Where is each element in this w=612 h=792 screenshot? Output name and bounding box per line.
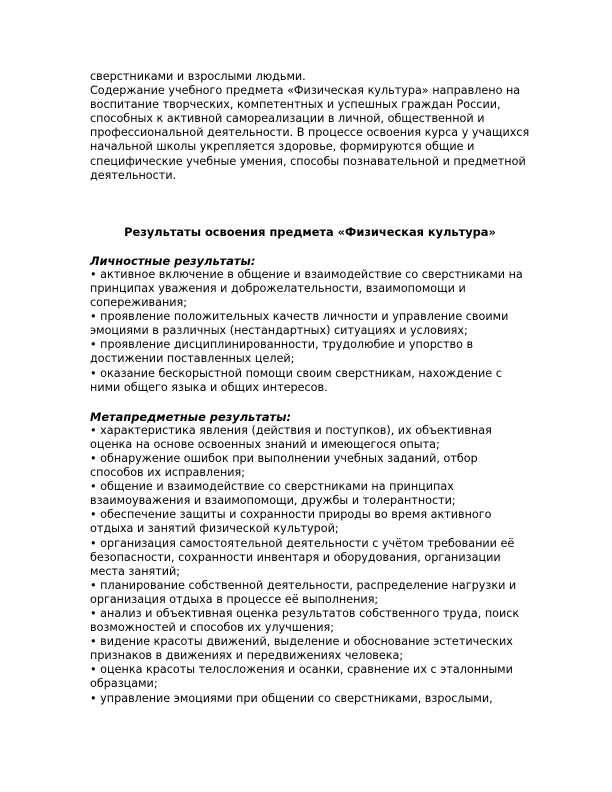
list-item-text: общение и взаимодействие со сверстниками на принципах взаимоуважения и взаимопомощи, дружбы и толерантности; bbox=[90, 480, 456, 508]
list-item-text: обеспечение защиты и сохранности природы во время активного отдыха и занятий физической культурой; bbox=[90, 508, 492, 536]
bullet-icon: • bbox=[90, 635, 97, 649]
bullet-icon: • bbox=[90, 366, 97, 380]
personal-results-block bbox=[90, 254, 530, 395]
list-item-text: видение красоты движений, выделение и обоснование эстетических признаков в движениях и передвижениях человека; bbox=[90, 635, 513, 663]
bullet-icon: • bbox=[90, 267, 97, 281]
list-item bbox=[90, 338, 530, 366]
list-item bbox=[90, 607, 530, 635]
list-item bbox=[90, 635, 530, 663]
list-item bbox=[90, 508, 530, 536]
meta-results-list bbox=[90, 424, 530, 706]
list-item-text: анализ и объективная оценка результатов собственного труда, поиск возможностей и способов их улучшения; bbox=[90, 607, 520, 635]
meta-results-heading: Метапредметные результаты: bbox=[90, 409, 292, 424]
intro-paragraph: Содержание учебного предмета «Физическая культура» направлено на воспитание творческих, компетентных и успешных граждан России, способных к активной самореализации в личной, общественной и профессиональной деятельности. В процессе освоения курса у учащихся начальной школы укрепляется здоровье, формируются общие и специфические учебные умения, способы познавательной и предметной деятельности. bbox=[90, 84, 530, 182]
list-item bbox=[90, 579, 530, 607]
list-item bbox=[90, 537, 530, 579]
list-item-text: обнаружение ошибок при выполнении учебных заданий, отбор способов их исправления; bbox=[90, 451, 478, 480]
bullet-icon: • bbox=[90, 423, 97, 437]
bullet-icon: • bbox=[90, 338, 97, 352]
list-item-text: проявление положительных качеств личности и управление своими эмоциями в различных (нестандартных) ситуациях и условиях; bbox=[90, 310, 509, 338]
bullet-icon: • bbox=[90, 663, 97, 677]
bullet-icon: • bbox=[90, 536, 97, 550]
list-item-text: управление эмоциями при общении со сверстниками, взрослыми, bbox=[100, 691, 493, 705]
bullet-icon: • bbox=[90, 691, 97, 705]
bullet-icon: • bbox=[90, 451, 97, 465]
list-item-text: организация самостоятельной деятельности с учётом требовании её безопасности, сохранности инвентаря и оборудования, организации места занятий; bbox=[90, 536, 515, 578]
bullet-icon: • bbox=[90, 607, 97, 620]
list-item-text: оказание бескорыстной помощи своим сверстникам, нахождение с ними общего языка и общих интересов. bbox=[90, 366, 502, 394]
personal-results-heading: Личностные результаты: bbox=[90, 253, 256, 268]
personal-results-list bbox=[90, 268, 530, 395]
list-item-text: оценка красоты телосложения и осанки, сравнение их с эталонными образцами; bbox=[90, 663, 513, 691]
list-item bbox=[90, 663, 530, 691]
list-item-text: проявление дисциплинированности, трудолюбие и упорство в достижении поставленных целей; bbox=[90, 338, 474, 366]
bullet-icon: • bbox=[90, 480, 97, 494]
list-item bbox=[90, 424, 530, 452]
list-item bbox=[90, 452, 530, 480]
list-item bbox=[90, 268, 530, 310]
list-item bbox=[90, 480, 530, 508]
intro-line-continuation: сверстниками и взрослыми людьми. bbox=[90, 70, 306, 83]
list-item-text: активное включение в общение и взаимодействие со сверстниками на принципах уважения и доброжелательности, взаимопомощи и сопереживания; bbox=[90, 267, 523, 310]
section-title: Результаты освоения предмета «Физическая культура» bbox=[124, 224, 496, 239]
list-item-text: планирование собственной деятельности, распределение нагрузки и организация отдыха в процессе её выполнения; bbox=[90, 578, 517, 606]
meta-results-block bbox=[90, 410, 530, 706]
intro-section bbox=[90, 70, 530, 183]
bullet-icon: • bbox=[90, 508, 97, 522]
list-item bbox=[90, 310, 530, 338]
bullet-icon: • bbox=[90, 578, 97, 592]
list-item bbox=[90, 367, 530, 395]
bullet-icon: • bbox=[90, 310, 97, 324]
list-item-text: характеристика явления (действия и поступков), их объективная оценка на основе освоенных знаний и имеющегося опыта; bbox=[90, 423, 492, 451]
document-page bbox=[90, 70, 530, 706]
list-item bbox=[90, 692, 530, 706]
